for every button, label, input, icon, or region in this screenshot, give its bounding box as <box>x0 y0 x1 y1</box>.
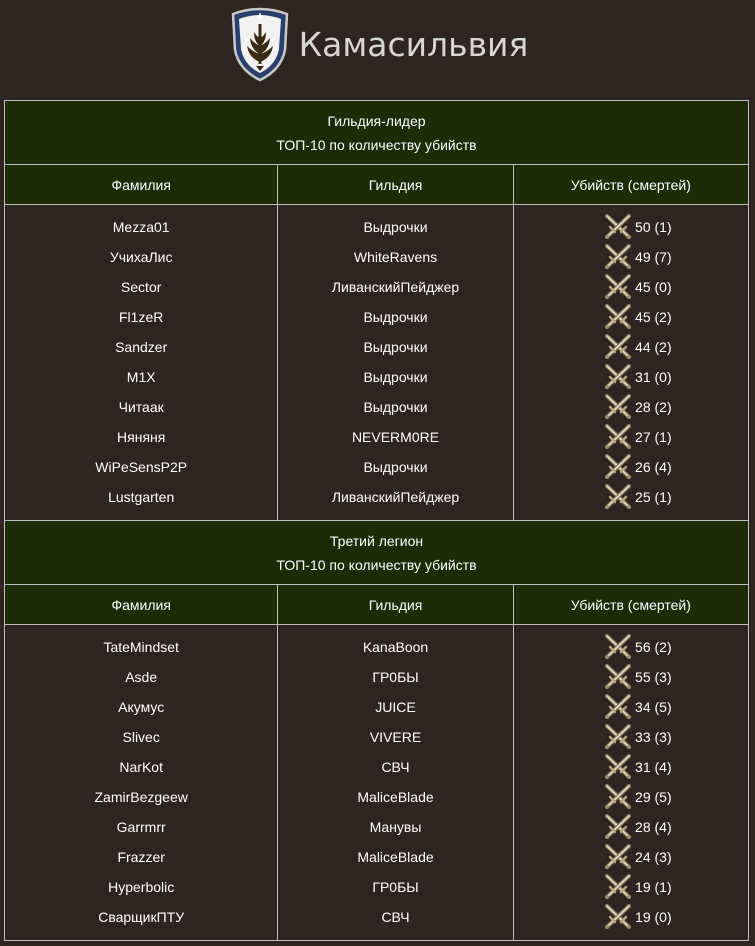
crossed-swords-icon <box>604 844 632 870</box>
section-header-row <box>5 521 749 585</box>
family-name: M1X <box>126 369 156 385</box>
family-name: Sandzer <box>115 339 168 355</box>
ranking-table <box>4 100 749 941</box>
column-header-guild: Гильдия <box>278 585 513 625</box>
kamasylvia-crest-icon <box>227 6 293 82</box>
kills-entry <box>514 452 748 482</box>
kills-entry <box>514 632 748 662</box>
crossed-swords-icon <box>604 754 632 780</box>
section-header <box>5 101 749 165</box>
crossed-swords-icon <box>604 694 632 720</box>
crossed-swords-icon <box>604 874 632 900</box>
guild-name: ГР0БЫ <box>372 879 419 895</box>
family-name: NarKot <box>119 759 163 775</box>
section-subtitle: ТОП-10 по количеству убийств <box>276 556 477 573</box>
kills-value: 33 (3) <box>635 729 672 745</box>
kills-entry <box>514 392 748 422</box>
family-name: ZamirBezgeew <box>94 789 188 805</box>
kills-entry <box>514 332 748 362</box>
kills-value: 19 (1) <box>635 879 672 895</box>
crossed-swords-icon <box>604 484 632 510</box>
guild-name: MaliceBlade <box>357 849 434 865</box>
page-header <box>0 0 755 100</box>
kills-value: 26 (4) <box>635 459 672 475</box>
kills-value: 28 (2) <box>635 399 672 415</box>
crossed-swords-icon <box>604 214 632 240</box>
kills-value: 34 (5) <box>635 699 672 715</box>
kills-entry <box>514 302 748 332</box>
crossed-swords-icon <box>604 334 632 360</box>
crossed-swords-icon <box>604 244 632 270</box>
guild-name: NEVERM0RE <box>351 429 440 445</box>
crossed-swords-icon <box>604 664 632 690</box>
family-name: Sector <box>120 279 162 295</box>
guild-name: Выдрочки <box>363 339 428 355</box>
kills-entry <box>514 422 748 452</box>
section-subtitle: ТОП-10 по количеству убийств <box>276 136 477 153</box>
kills-entry <box>514 902 748 932</box>
column-header-kills: Убийств (смертей) <box>513 165 748 205</box>
family-name: УчихаЛис <box>109 249 173 265</box>
family-name: Няняня <box>117 429 166 445</box>
guild-name: СВЧ <box>381 909 410 925</box>
column-header-guild: Гильдия <box>278 165 513 205</box>
kills-entry <box>514 662 748 692</box>
family-name: Hyperbolic <box>108 879 175 895</box>
guild-name: KanaBoon <box>362 639 429 655</box>
column-header-family: Фамилия <box>5 585 278 625</box>
guild-name: WhiteRavens <box>353 249 438 265</box>
region-logo <box>227 6 529 82</box>
crossed-swords-icon <box>604 454 632 480</box>
guild-name: MaliceBlade <box>357 789 434 805</box>
kills-entry <box>514 872 748 902</box>
guild-name: ГР0БЫ <box>372 669 419 685</box>
guild-name: JUICE <box>375 699 416 715</box>
kills-entry <box>514 212 748 242</box>
family-name: WiPeSensP2P <box>95 459 188 475</box>
kills-value: 56 (2) <box>635 639 672 655</box>
crossed-swords-icon <box>604 784 632 810</box>
kills-entry <box>514 752 748 782</box>
guild-column <box>278 625 513 941</box>
kills-entry <box>514 722 748 752</box>
guild-name: ЛиванскийПейджер <box>331 279 460 295</box>
kills-value: 31 (4) <box>635 759 672 775</box>
family-name: Asde <box>125 669 158 685</box>
family-column <box>5 205 278 521</box>
kills-value: 29 (5) <box>635 789 672 805</box>
section-header <box>5 521 749 585</box>
section-header-row <box>5 101 749 165</box>
kills-value: 27 (1) <box>635 429 672 445</box>
column-header-row <box>5 585 749 625</box>
column-header-family: Фамилия <box>5 165 278 205</box>
kills-value: 45 (2) <box>635 309 672 325</box>
kills-value: 19 (0) <box>635 909 672 925</box>
kills-value: 49 (7) <box>635 249 672 265</box>
crossed-swords-icon <box>604 364 632 390</box>
guild-column <box>278 205 513 521</box>
column-header-kills: Убийств (смертей) <box>513 585 748 625</box>
section-title: Третий легион <box>329 532 424 549</box>
family-column <box>5 625 278 941</box>
crossed-swords-icon <box>604 394 632 420</box>
family-name: TateMindset <box>103 639 179 655</box>
crossed-swords-icon <box>604 724 632 750</box>
kills-entry <box>514 272 748 302</box>
guild-name: ЛиванскийПейджер <box>331 489 460 505</box>
family-name: Mezza01 <box>112 219 170 235</box>
kills-value: 24 (3) <box>635 849 672 865</box>
guild-name: Выдрочки <box>363 309 428 325</box>
kills-entry <box>514 782 748 812</box>
kills-value: 31 (0) <box>635 369 672 385</box>
family-name: Slivec <box>122 729 160 745</box>
kills-value: 28 (4) <box>635 819 672 835</box>
crossed-swords-icon <box>604 304 632 330</box>
guild-name: Выдрочки <box>363 369 428 385</box>
family-name: СварщикПТУ <box>98 909 185 925</box>
column-header-row <box>5 165 749 205</box>
family-name: Акумус <box>118 699 165 715</box>
crossed-swords-icon <box>604 274 632 300</box>
kills-value: 55 (3) <box>635 669 672 685</box>
crossed-swords-icon <box>604 424 632 450</box>
crossed-swords-icon <box>604 814 632 840</box>
guild-name: Выдрочки <box>363 219 428 235</box>
crossed-swords-icon <box>604 634 632 660</box>
family-name: Frazzer <box>117 849 165 865</box>
guild-name: Манувы <box>369 819 422 835</box>
family-name: Fl1zeR <box>119 309 164 325</box>
kills-value: 44 (2) <box>635 339 672 355</box>
kills-value: 45 (0) <box>635 279 672 295</box>
family-name: Lustgarten <box>108 489 175 505</box>
guild-name: VIVERE <box>369 729 422 745</box>
kills-entry <box>514 842 748 872</box>
region-title: Камасильвия <box>298 24 529 64</box>
kills-entry <box>514 482 748 512</box>
kills-entry <box>514 812 748 842</box>
crossed-swords-icon <box>604 904 632 930</box>
kills-column <box>513 205 748 521</box>
kills-column <box>513 625 748 941</box>
ranking-rows <box>5 625 749 941</box>
guild-name: Выдрочки <box>363 459 428 475</box>
family-name: Читаак <box>118 399 164 415</box>
ranking-rows <box>5 205 749 521</box>
kills-entry <box>514 692 748 722</box>
section-title: Гильдия-лидер <box>327 112 426 129</box>
family-name: Garrmrr <box>116 819 166 835</box>
kills-entry <box>514 242 748 272</box>
guild-name: Выдрочки <box>363 399 428 415</box>
kills-value: 50 (1) <box>635 219 672 235</box>
kills-entry <box>514 362 748 392</box>
kills-value: 25 (1) <box>635 489 672 505</box>
guild-name: СВЧ <box>381 759 410 775</box>
